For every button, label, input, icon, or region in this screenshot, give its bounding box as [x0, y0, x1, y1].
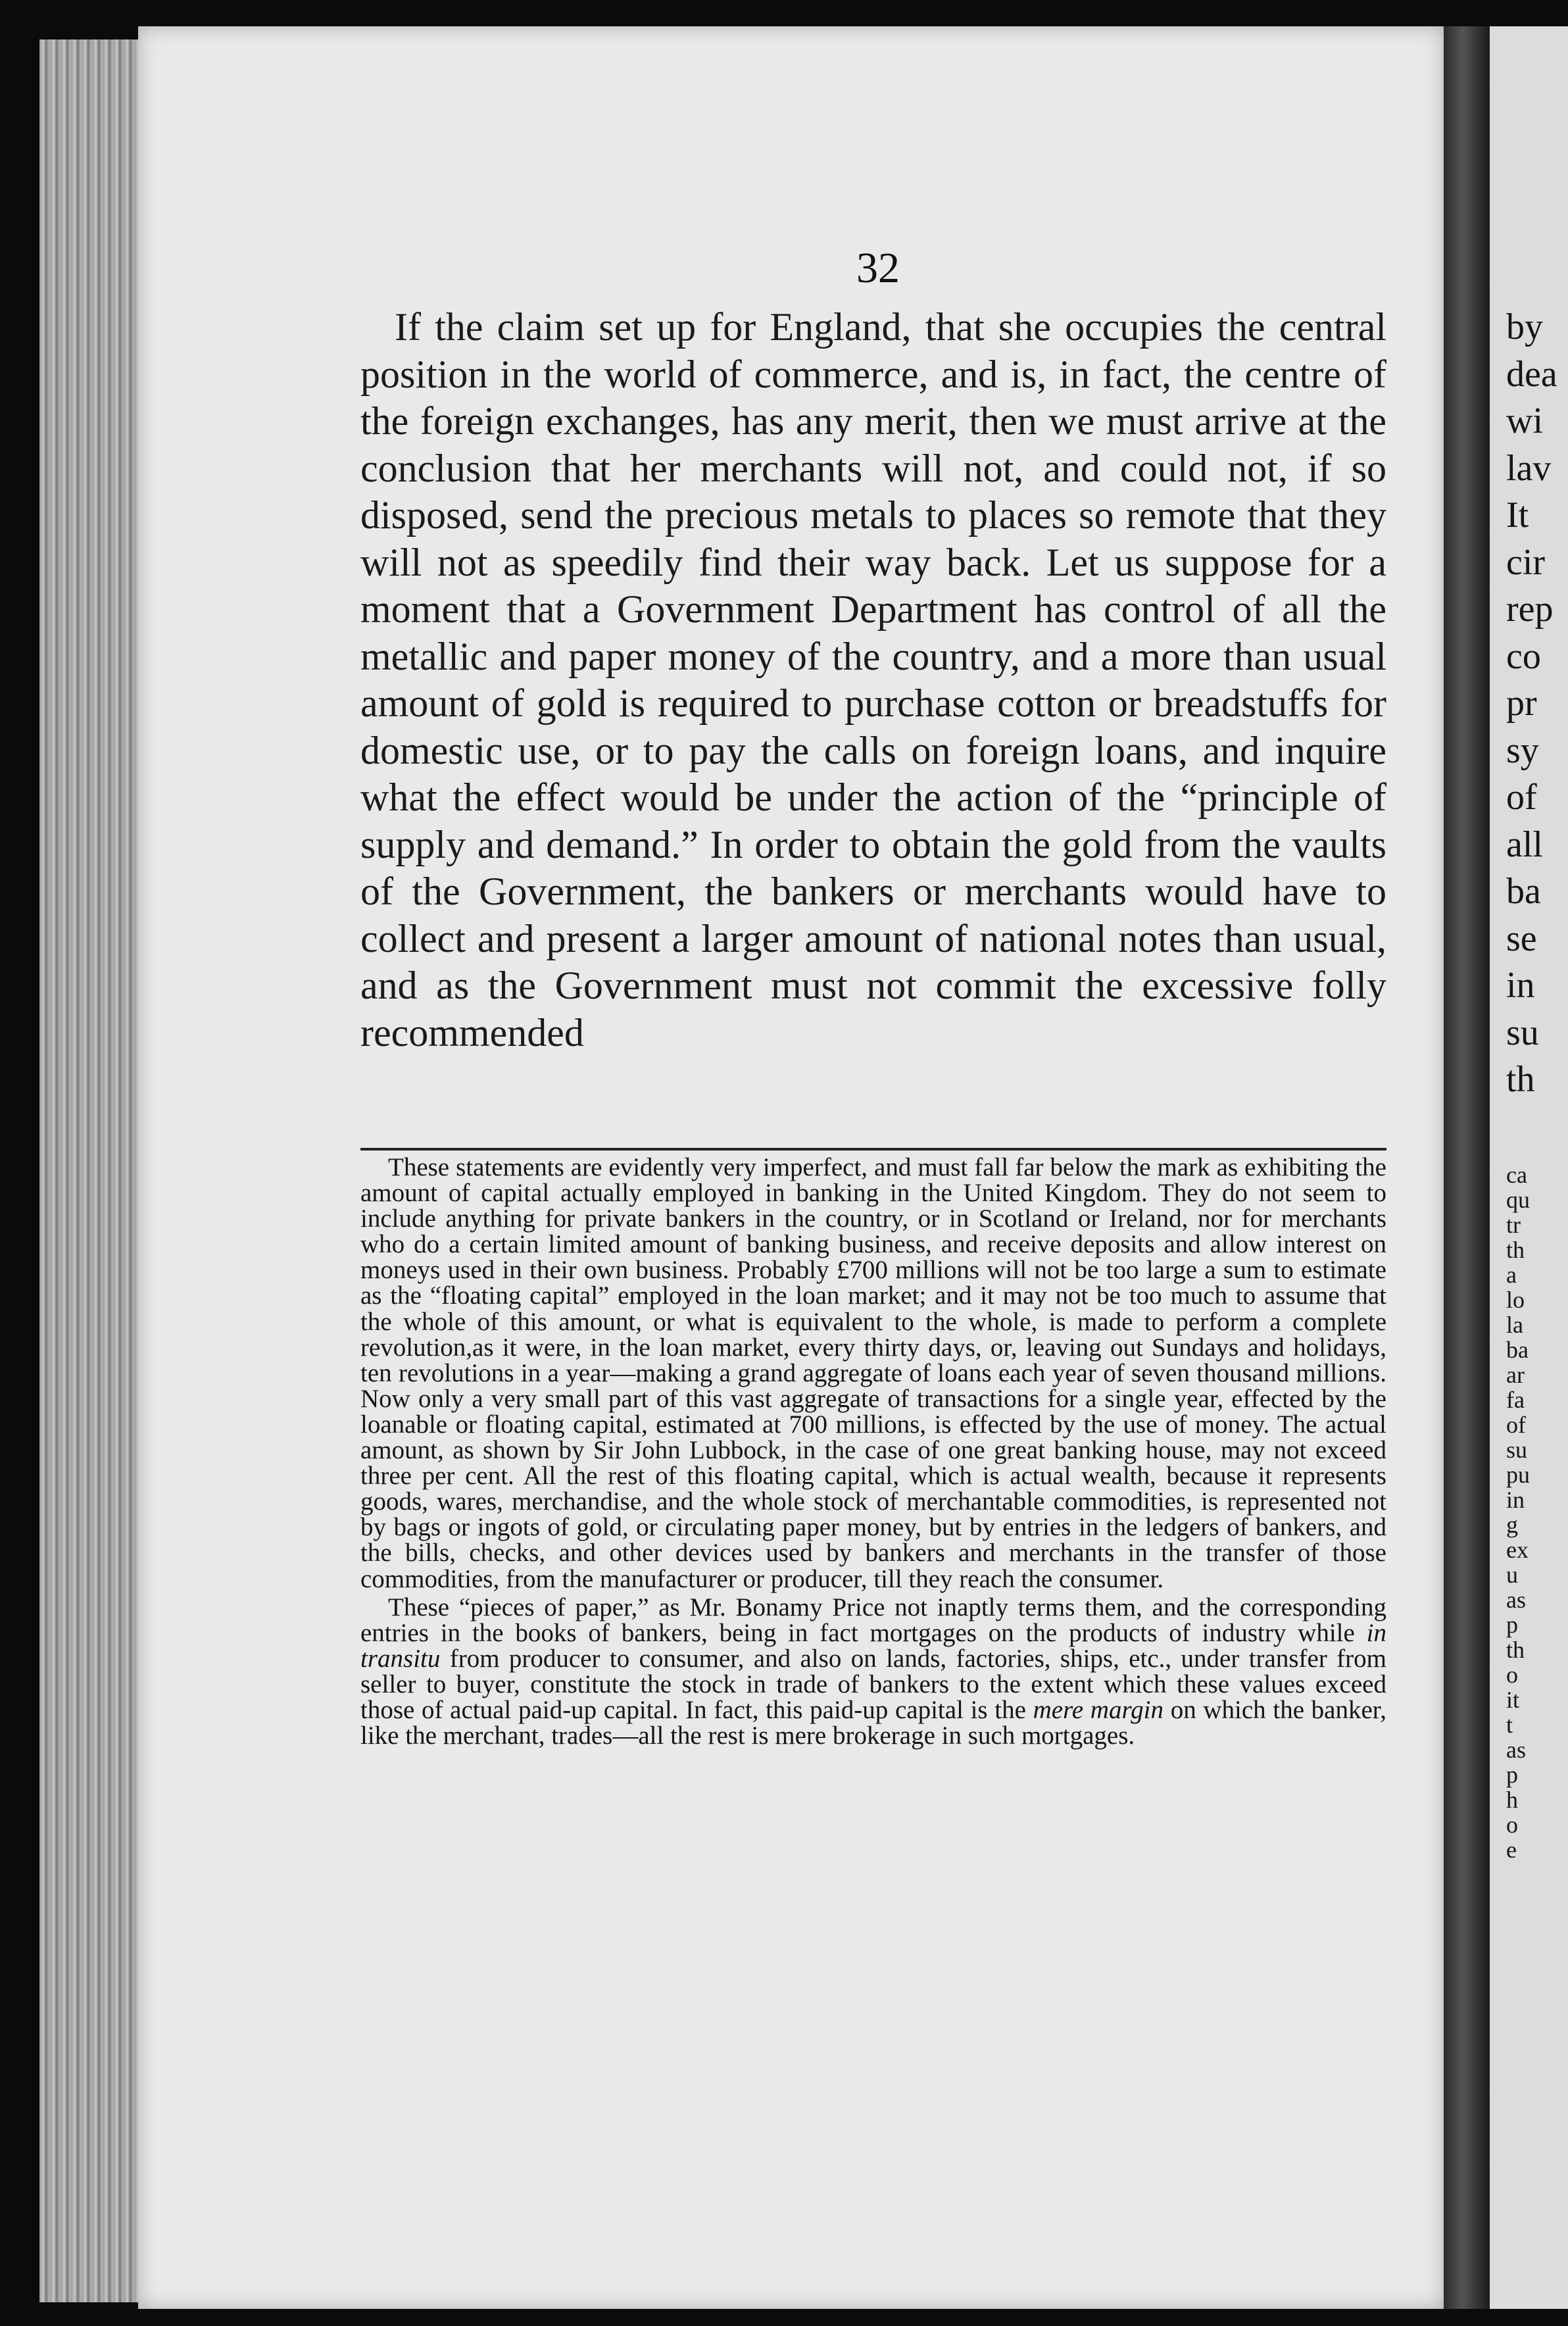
adjacent-page-text: of — [1506, 1412, 1526, 1438]
footnote-text: These “pieces of paper,” as Mr. Bonamy Price not inaptly terms them, and the corresponding entries in the books of bankers, being in fact mortgages on the products of industry while — [360, 1593, 1386, 1647]
adjacent-page-text: it — [1506, 1687, 1520, 1713]
adjacent-page-text: su — [1506, 1437, 1528, 1463]
adjacent-page-text: wi — [1506, 401, 1543, 441]
adjacent-page-text: by — [1506, 307, 1543, 347]
adjacent-page-text: p — [1506, 1612, 1518, 1638]
book-gutter — [1444, 26, 1490, 2309]
adjacent-page-text: in — [1506, 965, 1535, 1006]
adjacent-page-text: t — [1506, 1712, 1513, 1738]
adjacent-page-text: sy — [1506, 730, 1539, 771]
adjacent-page-text: ba — [1506, 1337, 1529, 1363]
adjacent-page-text: as — [1506, 1587, 1526, 1613]
footnote-paragraph-1: These statements are evidently very imperfect, and must fall far below the mark as exhibiting the amount of capital actually employed in banking in the United Kingdom. They do not seem to include anything for private bankers in the country, or in Scotland or Ireland, nor for merchants who do a certain limited amount of banking business, and receive deposits and allow interest on moneys used in their own business. Probably £700 millions will not be too large a sum to estimate as the “floating capital” employed in the loan market; and it may not be too much to assume that the whole of this amount, or what is equivalent to the whole, is made to perform a complete revolution,as it were, in the loan market, every thirty days, or, leaving out Sundays and holidays, ten revolutions in a year—making a grand aggregate of loans each year of seven thousand millions. Now only a very small part of this vast aggregate of transactions for a single year, effected by the loanable or floating capital, estimated at 700 millions, is effected by the use of money. The actual amount, as shown by Sir John Lubbock, in the case of one great banking house, may not exceed three per cent. All the rest of this floating capital, which is actual wealth, because it represents goods, wares, merchandise, and the whole stock of merchantable commodities, is represented not by bags or ingots of gold, or circulating paper money, but by entries in the ledgers of bankers, and the bills, checks, and other devices used by bankers and merchants in the transfer of those commodities, from the manufacturer or producer, till they reach the consumer. — [360, 1153, 1386, 1593]
adjacent-page-text: o — [1506, 1662, 1518, 1688]
adjacent-page-text: a — [1506, 1262, 1517, 1288]
adjacent-page-text: e — [1506, 1837, 1517, 1863]
adjacent-page-text: th — [1506, 1237, 1525, 1263]
adjacent-page-text: ex — [1506, 1537, 1529, 1563]
adjacent-page-text: all — [1506, 824, 1543, 865]
body-paragraph: If the claim set up for England, that she occupies the central position in the world of commerce, and is, in fact, the centre of the foreign exchanges, has any merit, then we must arrive at the conclusion that her merchants will not, and could not, if so disposed, send the precious metals to places so remote that they will not as speedily find their way back. Let us suppose for a moment that a Government Department has control of all the metallic and paper money of the country, and a more than usual amount of gold is required to purchase cotton or breadstuffs for domestic use, or to pay the calls on foreign loans, and inquire what the effect would be under the action of the “principle of supply and demand.” In order to obtain the gold from the vaults of the Government, the bankers or merchants would have to collect and present a larger amount of national notes than usual, and as the Government must not commit the excessive folly recommended — [360, 305, 1386, 1054]
adjacent-page-text: It — [1506, 495, 1529, 535]
adjacent-page-text: fa — [1506, 1387, 1525, 1413]
footnote-italic-text: mere margin — [1033, 1695, 1164, 1724]
adjacent-page-text: lo — [1506, 1287, 1525, 1313]
footnote-divider — [360, 1148, 1386, 1151]
adjacent-page-text: tr — [1506, 1212, 1521, 1238]
footnote-text: from producer to consumer, and also on lands, factories, ships, etc., under transfer from seller to buyer, constitute the stock in trade of bankers to the extent which these values exceed those of actual paid-up capital. In fact, this paid-up capital is the — [360, 1644, 1386, 1724]
adjacent-page-text: lav — [1506, 447, 1552, 489]
adjacent-page-text: pu — [1506, 1462, 1530, 1488]
adjacent-page-text: p — [1506, 1762, 1518, 1788]
page-number: 32 — [856, 244, 900, 292]
adjacent-page-text: dea — [1506, 353, 1557, 395]
book-page-edges — [39, 39, 145, 2302]
adjacent-page-text: su — [1506, 1012, 1539, 1053]
adjacent-page-text: cir — [1506, 541, 1546, 583]
adjacent-page-text: as — [1506, 1737, 1526, 1763]
adjacent-page-text: la — [1506, 1312, 1523, 1338]
adjacent-page-text: ba — [1506, 871, 1541, 912]
adjacent-page-text: qu — [1506, 1187, 1530, 1213]
adjacent-page-text: se — [1506, 918, 1537, 959]
footnote-italic-text: in transitu — [360, 1618, 1386, 1673]
adjacent-page-text: g — [1506, 1512, 1518, 1538]
adjacent-page-text: th — [1506, 1637, 1525, 1663]
adjacent-page-text: h — [1506, 1787, 1518, 1813]
adjacent-page-text: co — [1506, 635, 1541, 677]
adjacent-page-text: in — [1506, 1487, 1525, 1513]
adjacent-page — [1490, 26, 1568, 2309]
adjacent-page-text: of — [1506, 777, 1537, 818]
adjacent-page-text: o — [1506, 1812, 1518, 1838]
footnote-text: on which the banker, like the merchant, trades—all the rest is mere brokerage in such mortgages. — [360, 1695, 1386, 1750]
footnote-paragraph-2 — [360, 1595, 1386, 1749]
adjacent-page-text: ca — [1506, 1162, 1527, 1188]
adjacent-page-text: u — [1506, 1562, 1518, 1588]
adjacent-page-text: pr — [1506, 683, 1537, 724]
adjacent-page-text: rep — [1506, 589, 1554, 630]
adjacent-page-text: th — [1506, 1059, 1535, 1100]
adjacent-page-text: ar — [1506, 1362, 1525, 1388]
footnote — [360, 1154, 1386, 1748]
